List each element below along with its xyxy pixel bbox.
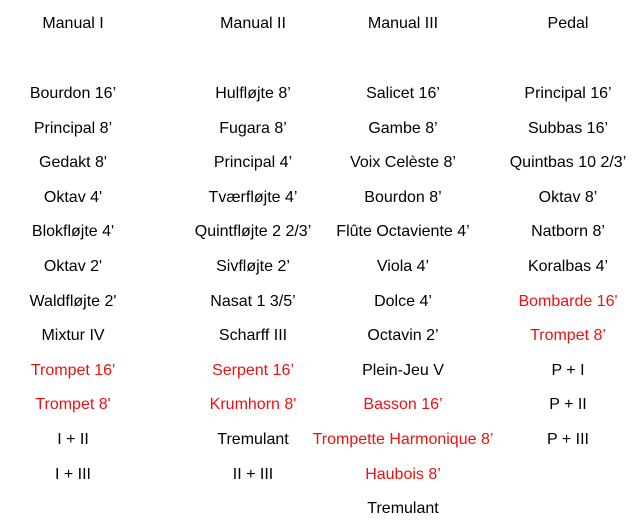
stop-name: Voix Celèste 8’ xyxy=(350,154,456,171)
stop-name: Bourdon 8’ xyxy=(364,189,442,206)
stop-name: Mixtur IV xyxy=(41,327,105,344)
division-title: Manual III xyxy=(367,15,439,32)
reed-stop: Bombarde 16' xyxy=(518,293,618,310)
stop-name: Flûte Octaviente 4’ xyxy=(336,223,470,240)
stop-name: P + II xyxy=(549,396,587,413)
reed-stop: Trompet 8’ xyxy=(530,327,606,344)
division-title: Manual I xyxy=(42,15,104,32)
division-column-3 xyxy=(296,0,510,521)
stop-name: Gedakt 8' xyxy=(39,154,107,171)
stop-name: Viola 4’ xyxy=(376,258,430,275)
stop-name: Waldfløjte 2' xyxy=(29,293,117,310)
stop-name: Principal 16’ xyxy=(524,85,612,102)
division-title: Pedal xyxy=(547,15,589,32)
stop-name: I + II xyxy=(57,431,89,448)
stop-name: II + III xyxy=(232,466,274,483)
stop-name: Koralbas 4’ xyxy=(527,258,609,275)
stop-name: I + III xyxy=(54,466,91,483)
division-column-1 xyxy=(0,0,146,521)
stop-name: Salicet 16’ xyxy=(366,85,440,102)
stop-name: Tremulant xyxy=(367,500,439,517)
stop-name: Tværfløjte 4’ xyxy=(208,189,298,206)
stop-name: Nasat 1 3/5’ xyxy=(210,293,296,310)
stop-name: Fugara 8’ xyxy=(219,120,287,137)
stop-name: Oktav 8’ xyxy=(538,189,598,206)
stop-name: Quintbas 10 2/3’ xyxy=(509,154,627,171)
reed-stop: Krumhorn 8' xyxy=(209,396,297,413)
reed-stop: Serpent 16’ xyxy=(212,362,294,379)
stop-name: Dolce 4’ xyxy=(374,293,432,310)
stop-name: Principal 4’ xyxy=(213,154,293,171)
division-title: Manual II xyxy=(220,15,286,32)
stop-name: Quintfløjte 2 2/3’ xyxy=(194,223,312,240)
stop-name: Sivfløjte 2’ xyxy=(216,258,290,275)
reed-stop: Trompet 8' xyxy=(35,396,111,413)
stop-name: Scharff III xyxy=(218,327,288,344)
stop-name: Hulfløjte 8’ xyxy=(215,85,291,102)
stop-name: P + III xyxy=(547,431,589,448)
stop-name: Bourdon 16’ xyxy=(29,85,117,102)
reed-stop: Basson 16’ xyxy=(363,396,443,413)
stop-name: Tremulant xyxy=(217,431,289,448)
reed-stop: Trompet 16' xyxy=(30,362,116,379)
reed-stop: Trompette Harmonique 8’ xyxy=(312,431,494,448)
stop-name: Plein-Jeu V xyxy=(362,362,444,379)
stop-name: Oktav 4' xyxy=(43,189,103,206)
reed-stop: Haubois 8’ xyxy=(365,466,441,483)
stop-name: Oktav 2' xyxy=(43,258,103,275)
stop-name: Blokfløjte 4' xyxy=(31,223,115,240)
stop-name: P + I xyxy=(551,362,585,379)
stop-name: Octavin 2’ xyxy=(367,327,439,344)
stop-name: Gambe 8’ xyxy=(368,120,438,137)
stop-name: Principal 8’ xyxy=(33,120,113,137)
stop-name: Subbas 16’ xyxy=(527,120,609,137)
division-column-4 xyxy=(496,0,640,521)
stop-name: Natborn 8’ xyxy=(531,223,605,240)
